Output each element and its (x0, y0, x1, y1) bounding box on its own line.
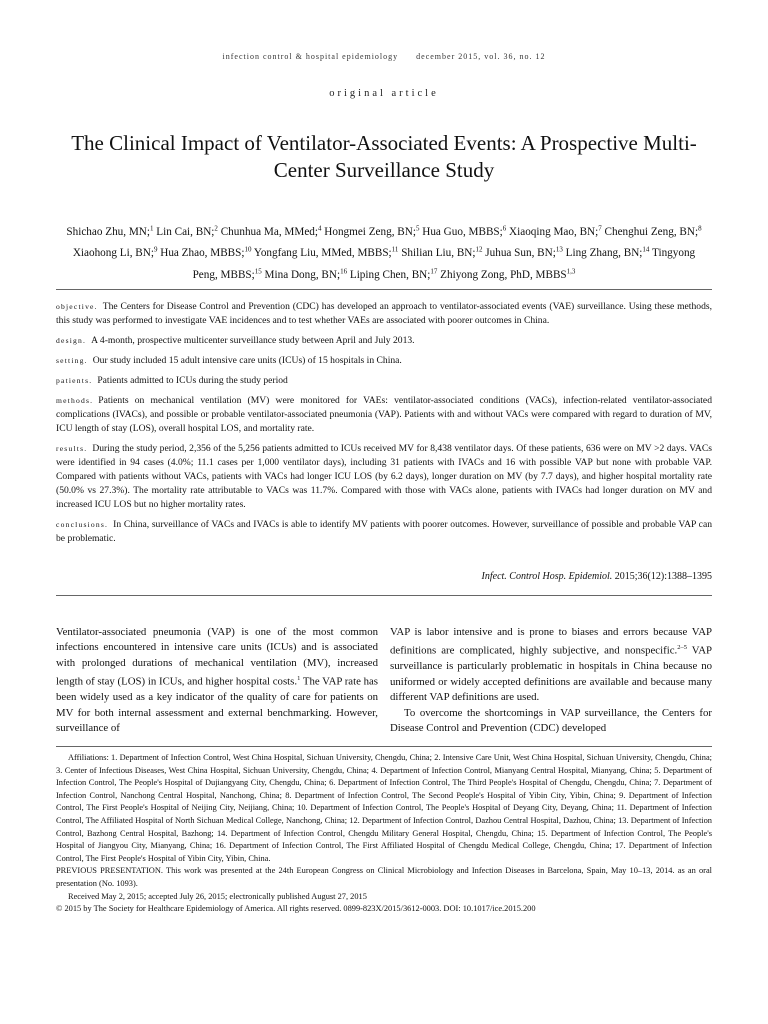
author-name: Chunhua Ma, MMed; (220, 225, 318, 238)
reference-marker: 2–5 (677, 644, 687, 652)
received-note: Received May 2, 2015; accepted July 26, 2015; electronically published August 27, 2015 (68, 891, 367, 901)
footnote-rule (56, 746, 712, 747)
design-text: A 4-month, prospective multicenter surveillance study between April and July 2013. (91, 335, 415, 346)
author-affiliation-marker: 15 (254, 267, 262, 276)
author (160, 247, 251, 259)
author-name: Zhiyong Zong, PhD, MBBS (440, 269, 567, 282)
author-name: Liping Chen, BN; (349, 269, 431, 282)
results-label: results. (56, 444, 88, 453)
abstract-results (56, 442, 712, 512)
author-affiliation-marker: 2 (214, 224, 218, 232)
citation (482, 571, 712, 582)
setting-text: Our study included 15 adult intensive care units (ICUs) of 15 hospitals in China. (92, 355, 402, 366)
author-affiliation-marker: 5 (415, 224, 420, 232)
body-column-right (390, 625, 712, 736)
author-affiliation-marker: 8 (698, 224, 702, 232)
author-name: Juhua Sun, BN; (485, 247, 556, 260)
reference-marker: 1 (297, 675, 301, 683)
intro-paragraph-2: To overcome the shortcomings in VAP surveillance, the Centers for Disease Control and Prevention (CDC) developed (390, 706, 712, 735)
setting-label: setting. (56, 356, 88, 365)
abstract-top-rule (56, 289, 712, 290)
author-name: Yongfang Liu, MMed, MBBS; (253, 247, 392, 260)
author (324, 226, 419, 238)
abstract-patients (56, 374, 712, 388)
citation-ref: 2015;36(12):1388–1395 (614, 571, 712, 582)
author-name: Xiaohong Li, BN; (72, 247, 154, 260)
author-name: Xiaoqing Mao, BN; (509, 225, 599, 238)
intro-paragraph-1-continued (390, 625, 712, 706)
section-label: original article (329, 88, 439, 99)
conclusions-text: In China, surveillance of VACs and IVACs is able to identify MV patients with poorer outcomes. However, surveillance of possible and probable VAP can be problematic. (56, 519, 712, 544)
author (221, 226, 322, 238)
copyright-note: © 2015 by The Society for Healthcare Epidemiology of America. All rights reserved. 0899-823X/2015/3612-0003. DOI: 10.1017/ice.2015.200 (56, 904, 536, 914)
abstract-bottom-rule (56, 595, 712, 596)
body-column-left (56, 625, 378, 736)
author (401, 247, 482, 259)
author-affiliation-marker: 9 (153, 245, 158, 254)
author (73, 247, 158, 259)
author (605, 226, 702, 238)
author-affiliation-marker: 4 (317, 224, 322, 232)
author-name: Hua Guo, MBBS; (422, 225, 503, 238)
author-name: Shilian Liu, BN; (401, 247, 476, 260)
author-affiliation-marker: 1,3 (566, 267, 576, 276)
article-title: The Clinical Impact of Ventilator-Associated Events: A Prospective Multi-Center Surveillance Study (71, 131, 697, 182)
author-affiliation-marker: 12 (475, 245, 483, 254)
author-name: Hua Zhao, MBBS; (160, 247, 245, 260)
author (440, 269, 575, 281)
intro-text: Ventilator-associated pneumonia (VAP) is one of the most common infections encountered in intensive care units (ICUs) and is associated with prolonged durations of mechanical ventilation (MV), increased length of stay (LOS) in ICUs, and higher hospital costs. (56, 626, 378, 688)
author-list (60, 219, 708, 284)
author (350, 269, 438, 281)
author-name: Lin Cai, BN; (156, 225, 215, 238)
author-name: Chenghui Zeng, BN; (604, 225, 699, 238)
abstract-objective (56, 300, 712, 328)
issue-info: december 2015, vol. 36, no. 12 (416, 52, 546, 61)
abstract-methods (56, 394, 712, 436)
intro-text-continued: The VAP rate has been widely used as a key indicator of the quality of care for patients on MV for both internal assessment and external benchmarking. However, surveillance of (56, 675, 378, 735)
intro-paragraph-1 (56, 625, 378, 736)
running-head (0, 52, 768, 61)
author-name: Hongmei Zeng, BN; (324, 225, 416, 238)
intro-text-right: VAP is labor intensive and is prone to biases and errors because VAP definitions are complicated, highly subjective, and nonspecific. (390, 626, 712, 657)
author (156, 226, 218, 238)
objective-label: objective. (56, 302, 98, 311)
author-affiliation-marker: 6 (502, 224, 507, 232)
author-name: Tingyong Peng, MBBS; (192, 247, 696, 282)
abstract-setting (56, 354, 712, 368)
results-text: During the study period, 2,356 of the 5,256 patients admitted to ICUs received MV for 8,438 ventilator days. Of these patients, 636 were on MV >2 days. VACs were identified in 94 cases (4.0%; 11.1 cases per 1,000 ventilator days), including 31 patients with IVACs and 16 with possible VAP but none with probable VAP. Compared with patients without VACs, patients with VACs had longer ICU LOS (by 6.2 days), longer duration on MV (by 7.7 days), and higher hospital mortality rate (50.0% vs 27.3%). The mortality rate attributable to VACs was 11.7%. Compared with those with VACs alone, patients with IVACs had longer duration on MV and increased ICU LOS but no higher mortality rates. (56, 443, 712, 510)
author-affiliation-marker: 10 (244, 245, 252, 254)
author-name: Mina Dong, BN; (264, 269, 341, 282)
author (422, 226, 506, 238)
methods-text: Patients on mechanical ventilation (MV) were monitored for VAEs: ventilator-associated conditions (VACs), infection-related ventilator-associated complications (IVACs), and possible or probable ventilator-associated pneumonia (VAP). Patients with and without VACs were compared with regard to duration of MV, ICU length of stay (LOS), overall hospital LOS, and mortality rate. (56, 395, 712, 434)
author-affiliation-marker: 7 (598, 224, 602, 232)
author-affiliation-marker: 17 (430, 267, 438, 276)
affiliations-note: Affiliations: 1. Department of Infection Control, West China Hospital, Sichuan University, Chengdu, China; 2. Intensive Care Unit, West China Hospital, Sichuan University, Chengdu, China; 3. Center of Infectious Diseases, West China Hospital, Sichuan University, Chengdu, China; 4. Department of Infection Control, Mianyang Central Hospital, Mianyang, China; 5. Department of Infection Control, The People's Hospital of Dujiangyang City, Chengdu, China; 6. Department of Infection Control, The Third People's Hospital of Chengdu, Chengdu, China; 7. Department of Infection Control, Nanchong Central Hospital, Nanchong, China; 8. Department of Infection Control, The Second People's Hospital of Yibin City, Yibin, China; 9. Department of Infection Control, The First People's Hospital of Neijing City, Neijiang, China; 10. Department of Infection Control, The People's Hospital of Deyang City, Deyang, China; 11. Department of Infection Control, The Affiliated Hospital of North Sichuan Medical College, Nanchong, China; 12. Department of Infection Control, Dazhou Central Hospital, Dazhou, China; 13. Department of Infection Control, Bazhong Central Hospital, Bazhong; 14. Department of Infection Control, Chengdu Military General Hospital, Chengdu, China; 15. Department of Infection Control, The People's Hospital of Jiangyou City, Mianyang, China; 16. Department of Infection Control, The First Affiliated Hospital of Chengdu Medical College, Chengdu, China; 17. Department of Infection Control, The First People's Hospital of Yibin City, Yibin, China. (56, 753, 712, 863)
intro-text-right-continued: VAP surveillance is particularly problematic in hospitals in China because no uniformed or widely accepted definitions are available and because many different VAP definitions are used. (390, 645, 712, 704)
author (509, 226, 602, 238)
patients-text: Patients admitted to ICUs during the study period (97, 375, 288, 386)
citation-journal: Infect. Control Hosp. Epidemiol. (481, 571, 613, 582)
footnotes (56, 752, 712, 916)
author (254, 247, 399, 259)
objective-text: The Centers for Disease Control and Prevention (CDC) has developed an approach to ventilator-associated events (VAE) surveillance. Using these methods, this study was performed to investigate VAE incidences and to test whether VAEs are associated with poorer outcomes in China. (56, 301, 712, 326)
author (566, 247, 650, 259)
author-affiliation-marker: 16 (340, 267, 348, 276)
presentation-note: PREVIOUS PRESENTATION. This work was presented at the 24th European Congress on Clinical Microbiology and Infection Diseases in Barcelona, Spain, May 10–13, 2014. as an oral presentation (No. 1093). (56, 866, 712, 888)
author-affiliation-marker: 1 (150, 224, 154, 232)
author-affiliation-marker: 14 (642, 245, 650, 254)
author-name: Shichao Zhu, MN; (66, 225, 150, 238)
author (265, 269, 348, 281)
author (66, 226, 153, 238)
abstract-conclusions (56, 518, 712, 546)
author-name: Ling Zhang, BN; (565, 247, 643, 260)
abstract-design (56, 334, 712, 348)
author-affiliation-marker: 13 (555, 245, 563, 254)
methods-label: methods. (56, 396, 94, 405)
author (485, 247, 563, 259)
patients-label: patients. (56, 376, 93, 385)
design-label: design. (56, 336, 87, 345)
conclusions-label: conclusions. (56, 520, 109, 529)
author-affiliation-marker: 11 (391, 245, 399, 254)
journal-name: infection control & hospital epidemiology (222, 52, 399, 61)
abstract (56, 300, 712, 552)
